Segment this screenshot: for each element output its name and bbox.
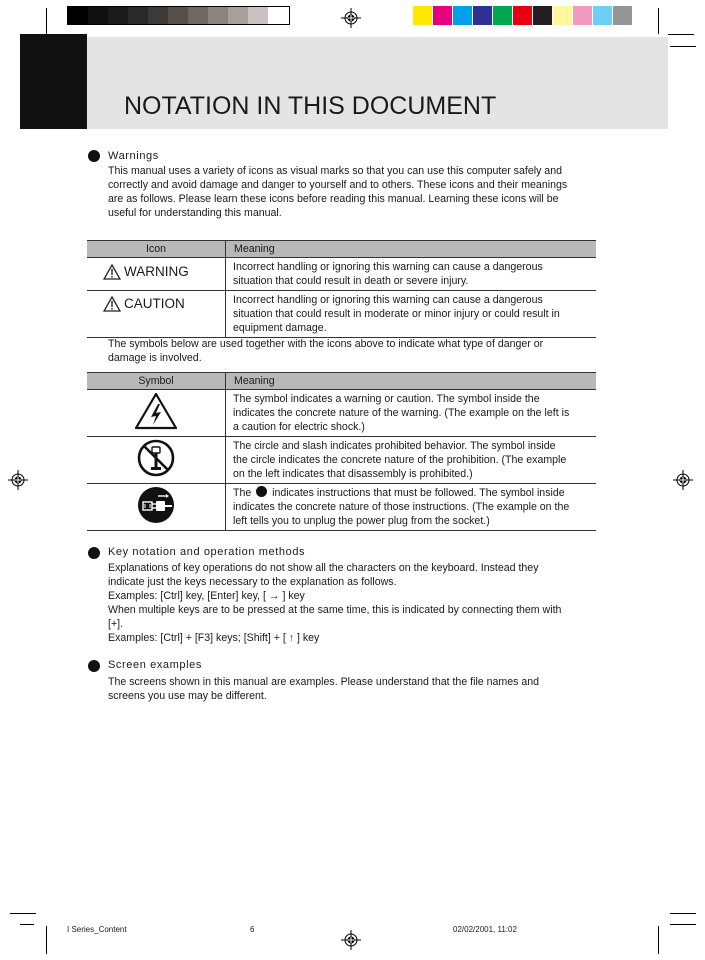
crop-mark: [670, 924, 696, 925]
key-notation-line: Explanations of key operations do not show all the characters on the keyboard. Instead they: [108, 562, 539, 574]
symbols-intro-line: The symbols below are used together with the icons above to indicate what type of danger or: [108, 338, 544, 350]
key-notation-line: Examples: [Ctrl] key, [Enter] key, [ → ] key: [108, 590, 305, 602]
color-swatch: [533, 6, 552, 25]
registration-mark-icon: [341, 8, 361, 28]
meaning-line: The symbol indicates a warning or caution. The symbol inside the: [233, 393, 540, 405]
key-notation-heading: Key notation and operation methods: [108, 546, 306, 558]
footer-timestamp: 02/02/2001, 11:02: [453, 925, 517, 934]
table-row: [87, 390, 596, 437]
symbols-intro-line: damage is involved.: [108, 352, 202, 364]
meaning-line: indicates the concrete nature of those instructions. (The example on the: [233, 501, 570, 513]
warnings-heading: Warnings: [108, 150, 159, 162]
meaning-line: Incorrect handling or ignoring this warning can cause a dangerous: [233, 294, 543, 306]
symbol-cell: [87, 484, 226, 531]
symbol-cell: [87, 437, 226, 484]
gray-swatch: [268, 7, 288, 24]
warnings-intro-line: correctly and avoid damage and danger to yourself and to others. These icons and their meanings: [108, 179, 568, 191]
caution-label: [87, 291, 225, 312]
crop-mark: [670, 913, 696, 914]
icon-cell: [87, 291, 226, 338]
color-swatch: [513, 6, 532, 25]
registration-mark-icon: [8, 470, 28, 490]
table-row: [87, 437, 596, 484]
unplug-power-icon: [136, 485, 176, 525]
section-bullet-icon: [88, 150, 100, 162]
screen-examples-body: [108, 675, 596, 703]
crop-mark: [20, 924, 34, 925]
registration-mark-icon: [341, 930, 361, 950]
footer-page-number: 6: [250, 925, 255, 934]
warning-label: [87, 258, 225, 280]
crop-mark: [10, 913, 36, 914]
electric-shock-caution-icon: [134, 392, 178, 430]
symbols-intro: [108, 337, 596, 365]
color-swatch: [493, 6, 512, 25]
warnings-intro-line: This manual uses a variety of icons as visual marks so that you can use this computer safely and: [108, 165, 562, 177]
meaning-line: a caution for electric shock.): [233, 421, 365, 433]
warning-label-text: WARNING: [124, 264, 189, 279]
gray-swatch: [228, 7, 248, 24]
gray-swatch: [68, 7, 88, 24]
color-swatch: [473, 6, 492, 25]
meaning-cell: [226, 484, 597, 531]
key-notation-line: Examples: [Ctrl] + [F3] keys; [Shift] + [ ↑ ] key: [108, 632, 320, 644]
meaning-line: left tells you to unplug the power plug from the socket.): [233, 515, 490, 527]
screen-examples-heading: Screen examples: [108, 659, 202, 671]
meaning-cell: [226, 291, 597, 338]
key-notation-line: When multiple keys are to be pressed at the same time, this is indicated by connecting them with: [108, 604, 562, 616]
crop-mark: [670, 46, 696, 47]
meaning-line: The circle and slash indicates prohibited behavior. The symbol inside: [233, 440, 556, 452]
warnings-intro-line: useful for understanding this manual.: [108, 207, 282, 219]
warnings-intro-line: are as follows. Please learn these icons before reading this manual. Learning these icons will be: [108, 193, 559, 205]
crop-mark: [46, 926, 47, 954]
meaning-text: The: [233, 487, 252, 499]
icon-table: [87, 240, 596, 338]
footer-filename: I Series_Content: [67, 925, 127, 934]
table-row: [87, 258, 596, 291]
screen-examples-line: screens you use may be different.: [108, 690, 267, 702]
meaning-line: [233, 486, 596, 500]
gray-swatch: [88, 7, 108, 24]
meaning-text: indicates instructions that must be followed. The symbol inside: [272, 487, 565, 499]
warning-triangle-icon: [103, 296, 121, 312]
gray-swatch: [248, 7, 268, 24]
key-notation-line: [+].: [108, 618, 124, 630]
caution-label-text: CAUTION: [124, 296, 185, 311]
icon-table-header: [87, 241, 596, 258]
key-notation-line: indicate just the keys necessary to the explanation as follows.: [108, 576, 397, 588]
key-notation-body: [108, 561, 596, 645]
symbol-column-header: Symbol: [87, 373, 226, 390]
meaning-line: situation that could result in moderate or minor injury or could result in: [233, 308, 560, 320]
meaning-line: equipment damage.: [233, 322, 327, 334]
color-bar: [413, 6, 636, 25]
icon-column-header: Icon: [87, 241, 226, 258]
gray-swatch: [108, 7, 128, 24]
meaning-column-header: Meaning: [226, 241, 597, 258]
meaning-cell: [226, 258, 597, 291]
table-row: [87, 291, 596, 338]
symbol-cell: [87, 390, 226, 437]
no-disassembly-icon: [136, 438, 176, 478]
gray-swatch: [188, 7, 208, 24]
page-title: NOTATION IN THIS DOCUMENT: [124, 92, 497, 120]
meaning-cell: [226, 390, 597, 437]
color-swatch: [553, 6, 572, 25]
symbol-table-header: [87, 373, 596, 390]
instruction-dot-icon: [256, 486, 267, 497]
meaning-cell: [226, 437, 597, 484]
meaning-line: on the left indicates that disassembly is prohibited.): [233, 468, 473, 480]
registration-mark-icon: [673, 470, 693, 490]
meaning-line: Incorrect handling or ignoring this warning can cause a dangerous: [233, 261, 543, 273]
crop-mark: [658, 8, 659, 34]
color-swatch: [453, 6, 472, 25]
section-bullet-icon: [88, 660, 100, 672]
gray-swatch: [208, 7, 228, 24]
meaning-line: situation that could result in death or severe injury.: [233, 275, 469, 287]
screen-examples-line: The screens shown in this manual are examples. Please understand that the file names and: [108, 676, 540, 688]
icon-cell: [87, 258, 226, 291]
warning-triangle-icon: [103, 264, 121, 280]
meaning-line: indicates the concrete nature of the warning. (The example on the left is: [233, 407, 570, 419]
crop-mark: [46, 8, 47, 34]
crop-mark: [668, 34, 694, 35]
color-swatch: [573, 6, 592, 25]
header-black-tab: [20, 34, 87, 129]
color-swatch: [433, 6, 452, 25]
meaning-column-header: Meaning: [226, 373, 597, 390]
color-swatch: [413, 6, 432, 25]
gray-swatch: [168, 7, 188, 24]
crop-mark: [658, 926, 659, 954]
symbol-table: [87, 372, 596, 531]
color-swatch: [613, 6, 632, 25]
gray-swatch: [148, 7, 168, 24]
warnings-intro: [108, 164, 596, 220]
color-swatch: [593, 6, 612, 25]
gray-swatch: [128, 7, 148, 24]
grayscale-bar: [67, 6, 290, 25]
meaning-line: the circle indicates the concrete nature of the prohibition. (The example: [233, 454, 567, 466]
section-bullet-icon: [88, 547, 100, 559]
table-row: [87, 484, 596, 531]
